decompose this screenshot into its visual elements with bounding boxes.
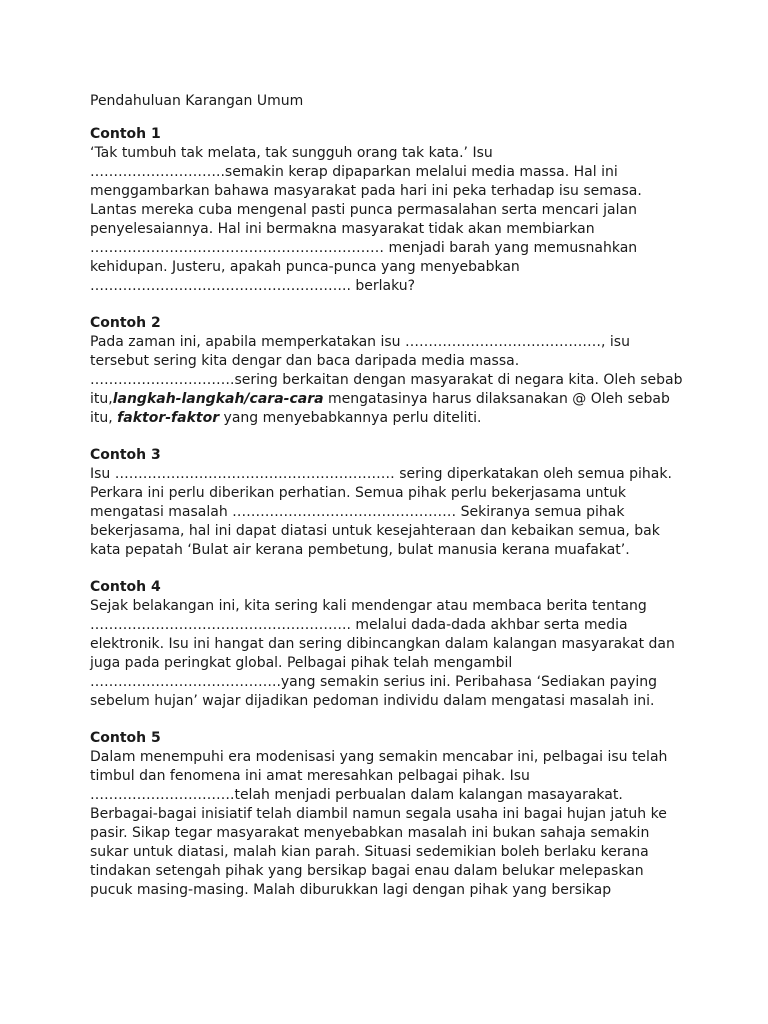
paragraph-line: Berbagai-bagai inisiatif telah diambil namun segala usaha ini bagai hujan jatuh ke <box>90 806 667 822</box>
paragraph-line: kata pepatah ‘Bulat air kerana pembetung, bulat manusia kerana muafakat’. <box>90 542 630 558</box>
paragraph-line: ……………………………………………….. berlaku? <box>90 278 416 294</box>
section-contoh-5 <box>90 729 708 900</box>
section-heading: Contoh 5 <box>90 730 161 746</box>
paragraph-line <box>90 390 708 409</box>
paragraph-line: Sejak belakangan ini, kita sering kali mendengar atau membaca berita tentang <box>90 598 647 614</box>
section-contoh-2 <box>90 314 708 428</box>
section-heading: Contoh 1 <box>90 126 161 142</box>
section-heading: Contoh 3 <box>90 447 161 463</box>
paragraph-line: mengatasi masalah ………………………………………… Sekiranya semua pihak <box>90 504 625 520</box>
paragraph-line: Perkara ini perlu diberikan perhatian. Semua pihak perlu bekerjasama untuk <box>90 485 626 501</box>
paragraph-line: ………………………….telah menjadi perbualan dalam kalangan masayarakat. <box>90 787 623 803</box>
paragraph-line: Dalam menempuhi era modenisasi yang semakin mencabar ini, pelbagai isu telah <box>90 749 668 765</box>
paragraph-line: tersebut sering kita dengar dan baca daripada media massa. <box>90 353 520 369</box>
text-span: mengatasinya harus dilaksanakan @ Oleh sebab <box>323 391 670 407</box>
paragraph-line: sukar untuk diatasi, malah kian parah. Situasi sedemikian boleh berlaku kerana <box>90 844 649 860</box>
paragraph-line: menggambarkan bahawa masyarakat pada hari ini peka terhadap isu semasa. <box>90 183 642 199</box>
paragraph-line: sebelum hujan’ wajar dijadikan pedoman individu dalam mengatasi masalah ini. <box>90 693 655 709</box>
paragraph-line: Isu …………………………………………………… sering diperkatakan oleh semua pihak. <box>90 466 672 482</box>
text-span: itu, <box>90 410 118 426</box>
text-span: yang menyebabkannya perlu diteliti. <box>219 410 482 426</box>
paragraph-line: …………………………………..yang semakin serius ini. Peribahasa ‘Sediakan paying <box>90 674 658 690</box>
paragraph-line <box>90 409 708 428</box>
paragraph-line: pucuk masing-masing. Malah diburukkan lagi dengan pihak yang bersikap <box>90 882 612 898</box>
section-heading: Contoh 4 <box>90 579 161 595</box>
section-heading: Contoh 2 <box>90 315 161 331</box>
paragraph-line: bekerjasama, hal ini dapat diatasi untuk kesejahteraan dan kebaikan semua, bak <box>90 523 660 539</box>
emphasis-text: faktor-faktor <box>117 410 220 426</box>
paragraph-line: ……………………………………………………… menjadi barah yang memusnahkan <box>90 240 638 256</box>
paragraph-line: ……………………………………………….. melalui dada-dada akhbar serta media <box>90 617 628 633</box>
paragraph-line: elektronik. Isu ini hangat dan sering dibincangkan dalam kalangan masyarakat dan <box>90 636 675 652</box>
paragraph-line: pasir. Sikap tegar masyarakat menyebabkan masalah ini bukan sahaja semakin <box>90 825 650 841</box>
document-title: Pendahuluan Karangan Umum <box>90 93 304 109</box>
paragraph-line: juga pada peringkat global. Pelbagai pihak telah mengambil <box>90 655 513 671</box>
emphasis-text: langkah-langkah/cara-cara <box>112 391 324 407</box>
text-span: itu, <box>90 391 113 407</box>
section-contoh-4 <box>90 578 708 711</box>
paragraph-line: ………………………….sering berkaitan dengan masyarakat di negara kita. Oleh sebab <box>90 372 683 388</box>
paragraph-line: kehidupan. Justeru, apakah punca-punca yang menyebabkan <box>90 259 520 275</box>
paragraph-line: tindakan setengah pihak yang bersikap bagai enau dalam belukar melepaskan <box>90 863 644 879</box>
paragraph-line: timbul dan fenomena ini amat meresahkan pelbagai pihak. Isu <box>90 768 530 784</box>
section-contoh-3 <box>90 446 708 560</box>
paragraph-line: Pada zaman ini, apabila memperkatakan isu ……………………………………, isu <box>90 334 630 350</box>
paragraph-line: ………………………..semakin kerap dipaparkan melalui media massa. Hal ini <box>90 164 618 180</box>
section-contoh-1 <box>90 125 708 296</box>
paragraph-line: ‘Tak tumbuh tak melata, tak sungguh orang tak kata.’ Isu <box>90 145 493 161</box>
paragraph-line: penyelesaiannya. Hal ini bermakna masyarakat tidak akan membiarkan <box>90 221 595 237</box>
paragraph-line: Lantas mereka cuba mengenal pasti punca permasalahan serta mencari jalan <box>90 202 637 218</box>
